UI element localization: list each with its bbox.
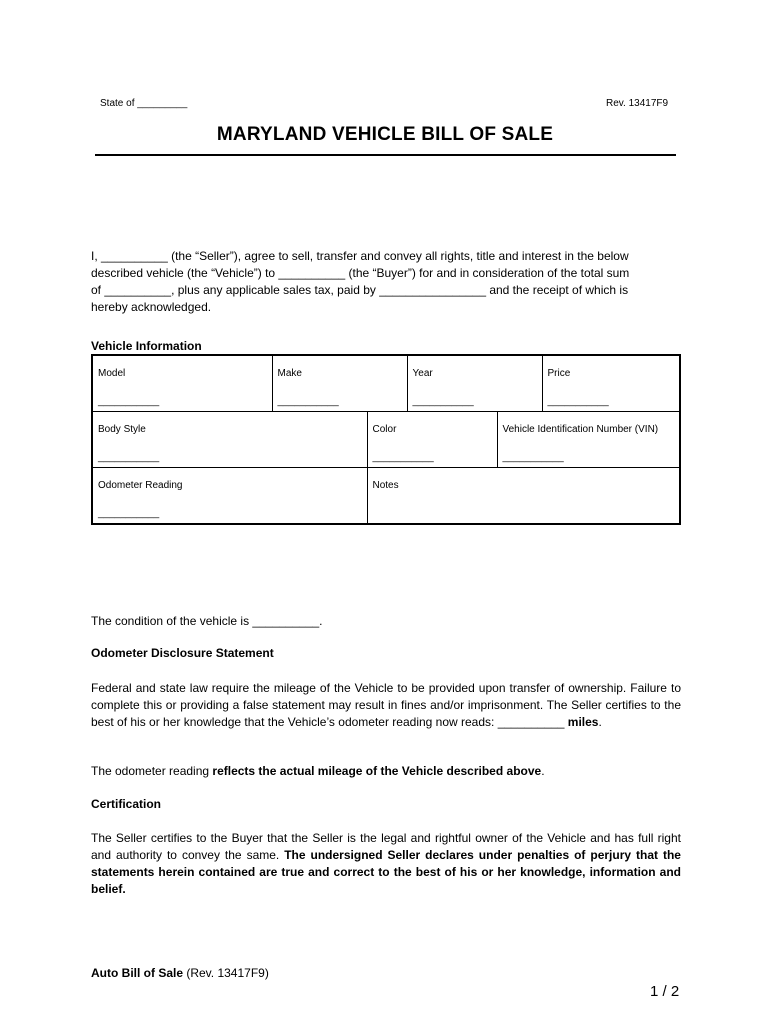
intro-line-4: hereby acknowledged. xyxy=(91,300,212,314)
reflects-suffix: . xyxy=(541,764,545,778)
price-field[interactable]: ___________ xyxy=(547,396,609,407)
color-field[interactable]: ___________ xyxy=(372,452,434,463)
model-label: Model xyxy=(98,368,126,379)
make-field[interactable]: ___________ xyxy=(277,396,339,407)
certification-heading: Certification xyxy=(91,797,162,811)
price-cell xyxy=(542,355,680,412)
odometer-heading: Odometer Disclosure Statement xyxy=(91,646,274,660)
odometer-reflects-line xyxy=(91,763,681,780)
year-cell xyxy=(407,355,542,412)
condition-line: The condition of the vehicle is __________. xyxy=(91,614,323,628)
vehicle-row-1 xyxy=(92,355,680,412)
price-label: Price xyxy=(547,368,571,379)
color-cell xyxy=(367,412,497,468)
intro-line-2: described vehicle (the “Vehicle”) to __________ (the “Buyer”) for and in consideration of the total sum xyxy=(91,266,630,280)
make-cell xyxy=(272,355,407,412)
vehicle-row-2 xyxy=(92,412,680,468)
footer-rev: (Rev. 13417F9) xyxy=(183,966,269,980)
reflects-bold: reflects the actual mileage of the Vehicle described above xyxy=(212,764,542,778)
body-style-field[interactable]: ___________ xyxy=(98,452,160,463)
title-divider xyxy=(95,154,676,156)
miles-label: miles xyxy=(567,715,599,729)
odometer-text: Federal and state law require the mileage of the Vehicle to be provided upon transfer of ownership. Failure to complete this or providing a false statement may result in fines and/or imprisonment. The Seller certifies to the best of his or her knowledge that the Vehicle’s odometer reading now reads: __________ xyxy=(91,681,681,729)
year-field[interactable]: ___________ xyxy=(412,396,474,407)
intro-line-1: I, __________ (the “Seller”), agree to sell, transfer and convey all rights, title and interest in the below xyxy=(91,249,629,263)
vehicle-info-table xyxy=(91,354,681,525)
notes-label: Notes xyxy=(372,480,399,491)
notes-cell[interactable] xyxy=(367,468,680,525)
odometer-paragraph: Federal and state law require the mileage of the Vehicle to be provided upon transfer of ownership. Failure to complete this or providing a false statement may result in fines and/or imprisonment. The Seller certifies to the best of his or her knowledge that the Vehicle’s odometer reading now reads: __________ miles. xyxy=(91,681,681,729)
odometer-reading-label: Odometer Reading xyxy=(98,480,183,491)
odometer-reading-field[interactable]: ___________ xyxy=(98,508,160,519)
intro-line-3: of __________, plus any applicable sales tax, paid by ________________ and the receipt of which is xyxy=(91,283,629,297)
footer-title-bold: Auto Bill of Sale xyxy=(91,966,184,980)
vehicle-row-3 xyxy=(92,468,680,525)
make-label: Make xyxy=(277,368,302,379)
certification-bold: The undersigned Seller declares under penalties of perjury that the statements herein contained are true and correct to the best of his or her knowledge, information and belief. xyxy=(91,848,681,896)
odometer-reading-cell xyxy=(92,468,367,525)
vin-field[interactable]: ___________ xyxy=(502,452,564,463)
revision-label: Rev. 13417F9 xyxy=(606,98,669,109)
model-cell xyxy=(92,355,272,412)
body-style-cell xyxy=(92,412,367,468)
certification-paragraph xyxy=(91,830,681,898)
certification-text: The Seller certifies to the Buyer that the Seller is the legal and rightful owner of the Vehicle and has full right and authority to convey the same. xyxy=(91,831,681,862)
color-label: Color xyxy=(372,424,397,435)
vin-cell xyxy=(497,412,680,468)
intro-paragraph xyxy=(91,248,681,316)
model-field[interactable]: ___________ xyxy=(98,396,160,407)
vehicle-info-heading: Vehicle Information xyxy=(91,339,202,353)
footer-title xyxy=(91,966,269,980)
reflects-prefix: The odometer reading xyxy=(91,764,213,778)
vin-label: Vehicle Identification Number (VIN) xyxy=(502,424,659,435)
body-style-label: Body Style xyxy=(98,424,146,435)
year-label: Year xyxy=(412,368,433,379)
page-number: 1 / 2 xyxy=(650,983,680,1000)
state-of-label: State of _________ xyxy=(100,98,188,109)
page-title: MARYLAND VEHICLE BILL OF SALE xyxy=(216,124,554,145)
